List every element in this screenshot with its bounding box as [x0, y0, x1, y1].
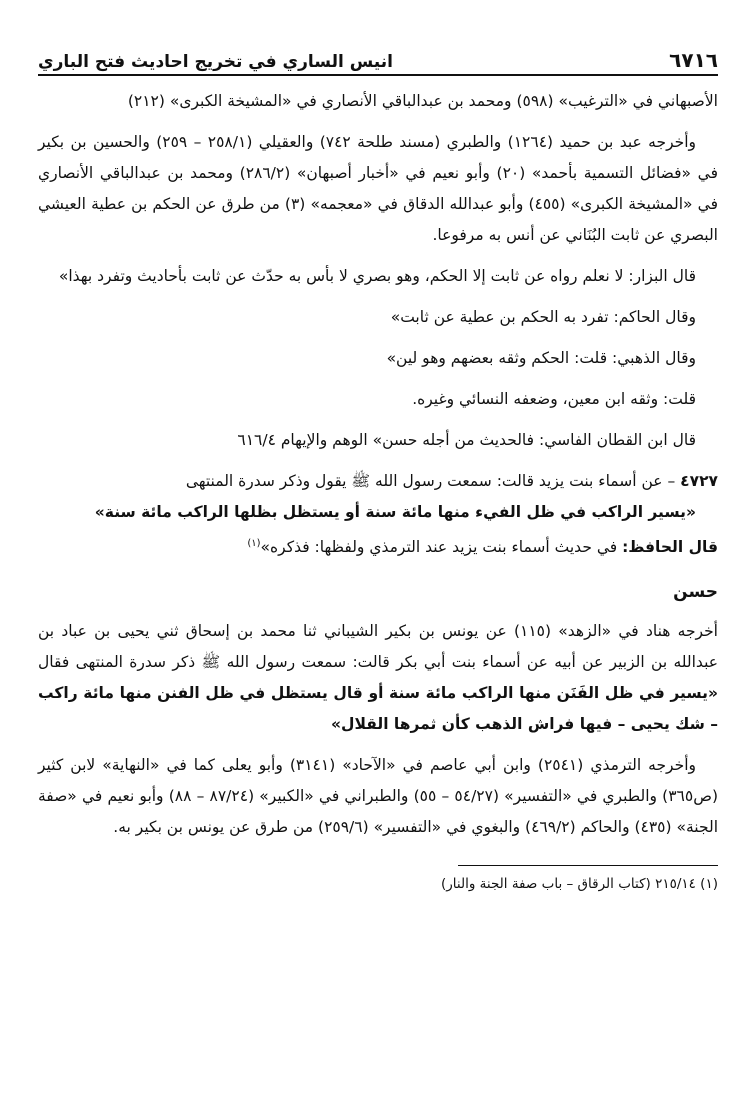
takhrij-matn: «يسير في ظل الفَنَن منها الراكب مائة سنة أو قال يستظل في ظل الفنن منها مائة راكب – شك يحيى – فيها فراش الذهب كأن ثمرها القلال»	[38, 684, 718, 734]
hafiz-text: في حديث أسماء بنت يزيد عند الترمذي ولفظها: فذكره»	[260, 538, 618, 557]
takhrij-text: أخرجه هناد في «الزهد» (١١٥) عن يونس بن بكير الشيباني ثنا محمد بن إسحاق ثني يحيى بن عباد بن عبدالله بن الزبير عن أبيه عن أسماء بنت أبي بكر قالت: سمعت رسول الله ﷺ ذكر سدرة المنتهى فقال	[38, 622, 718, 672]
footnote-divider	[458, 865, 718, 866]
paragraph: قال ابن القطان الفاسي: فالحديث من أجله حسن» الوهم والإيهام ٦١٦/٤	[237, 431, 696, 449]
takhrij-paragraph	[38, 616, 718, 740]
paragraph: الأصبهاني في «الترغيب» (٥٩٨) ومحمد بن عبدالباقي الأنصاري في «المشيخة الكبرى» (٢١٢)	[127, 92, 718, 110]
book-title: انيس الساري في تخريج احاديث فتح الباري	[38, 52, 393, 72]
page-number: ٦٧١٦	[669, 48, 718, 72]
paragraph: وأخرجه عبد بن حميد (١٢٦٤) والطبري (مسند طلحة ٧٤٢) والعقيلي (٢٥٨/١ – ٢٥٩) والحسين بن بكير في «فضائل التسمية بأحمد» (٢٠) وأبو نعيم في «أخبار أصبهان» (٢٨٦/٢) ومحمد بن عبدالباقي الأنصاري في «المشيخة الكبرى» (٤٥٥) وأبو عبدالله الدقاق في «معجمه» (٣) من طرق عن الحكم بن عطية العيشي البصري عن ثابت البُنَاني عن أنس به مرفوعا.	[38, 133, 718, 244]
paragraph: وقال الحاكم: تفرد به الحكم بن عطية عن ثابت»	[390, 308, 696, 326]
document-page	[38, 36, 718, 1086]
footnote: (١) ٢١٥/١٤ (كتاب الرقاق – باب صفة الجنة والنار)	[440, 876, 718, 893]
paragraph: قلت: وثقه ابن معين، وضعفه النسائي وغيره.	[412, 390, 696, 408]
hadith-number: ٤٧٢٧	[680, 472, 718, 490]
paragraph: قال البزار: لا نعلم رواه عن ثابت إلا الحكم، وهو بصري لا بأس به حدّث عن ثابت بأحاديث وتفرد بهذا»	[58, 267, 696, 285]
main-text	[38, 86, 718, 896]
hadith-entry	[38, 466, 718, 563]
grade-label: حسن	[673, 582, 718, 603]
hadith-matn: «يسير الراكب في ظل الفيء منها مائة سنة أو يستظل بظلها الراكب مائة سنة»	[94, 503, 696, 521]
paragraph: وقال الذهبي: قلت: الحكم وثقه بعضهم وهو لين»	[386, 349, 696, 367]
hafiz-label: قال الحافظ:	[622, 538, 718, 557]
running-header	[38, 36, 718, 76]
takhrij-paragraph: وأخرجه الترمذي (٢٥٤١) وابن أبي عاصم في «الآحاد» (٣١٤١) وأبو يعلى كما في «النهاية» لابن كثير (ص٣٦٥) والطبري في «التفسير» (٥٤/٢٧ – ٥٥) والطبراني في «الكبير» (٨٧/٢٤ – ٨٨) وأبو نعيم في «صفة الجنة» (٤٣٥) والحاكم (٤٦٩/٢) والبغوي في «التفسير» (٢٥٩/٦) من طرق عن يونس بن بكير به.	[38, 756, 719, 837]
hadith-intro: – عن أسماء بنت يزيد قالت: سمعت رسول الله ﷺ يقول وذكر سدرة المنتهى	[185, 472, 676, 490]
footnote-marker[interactable]: (١)	[247, 538, 261, 549]
